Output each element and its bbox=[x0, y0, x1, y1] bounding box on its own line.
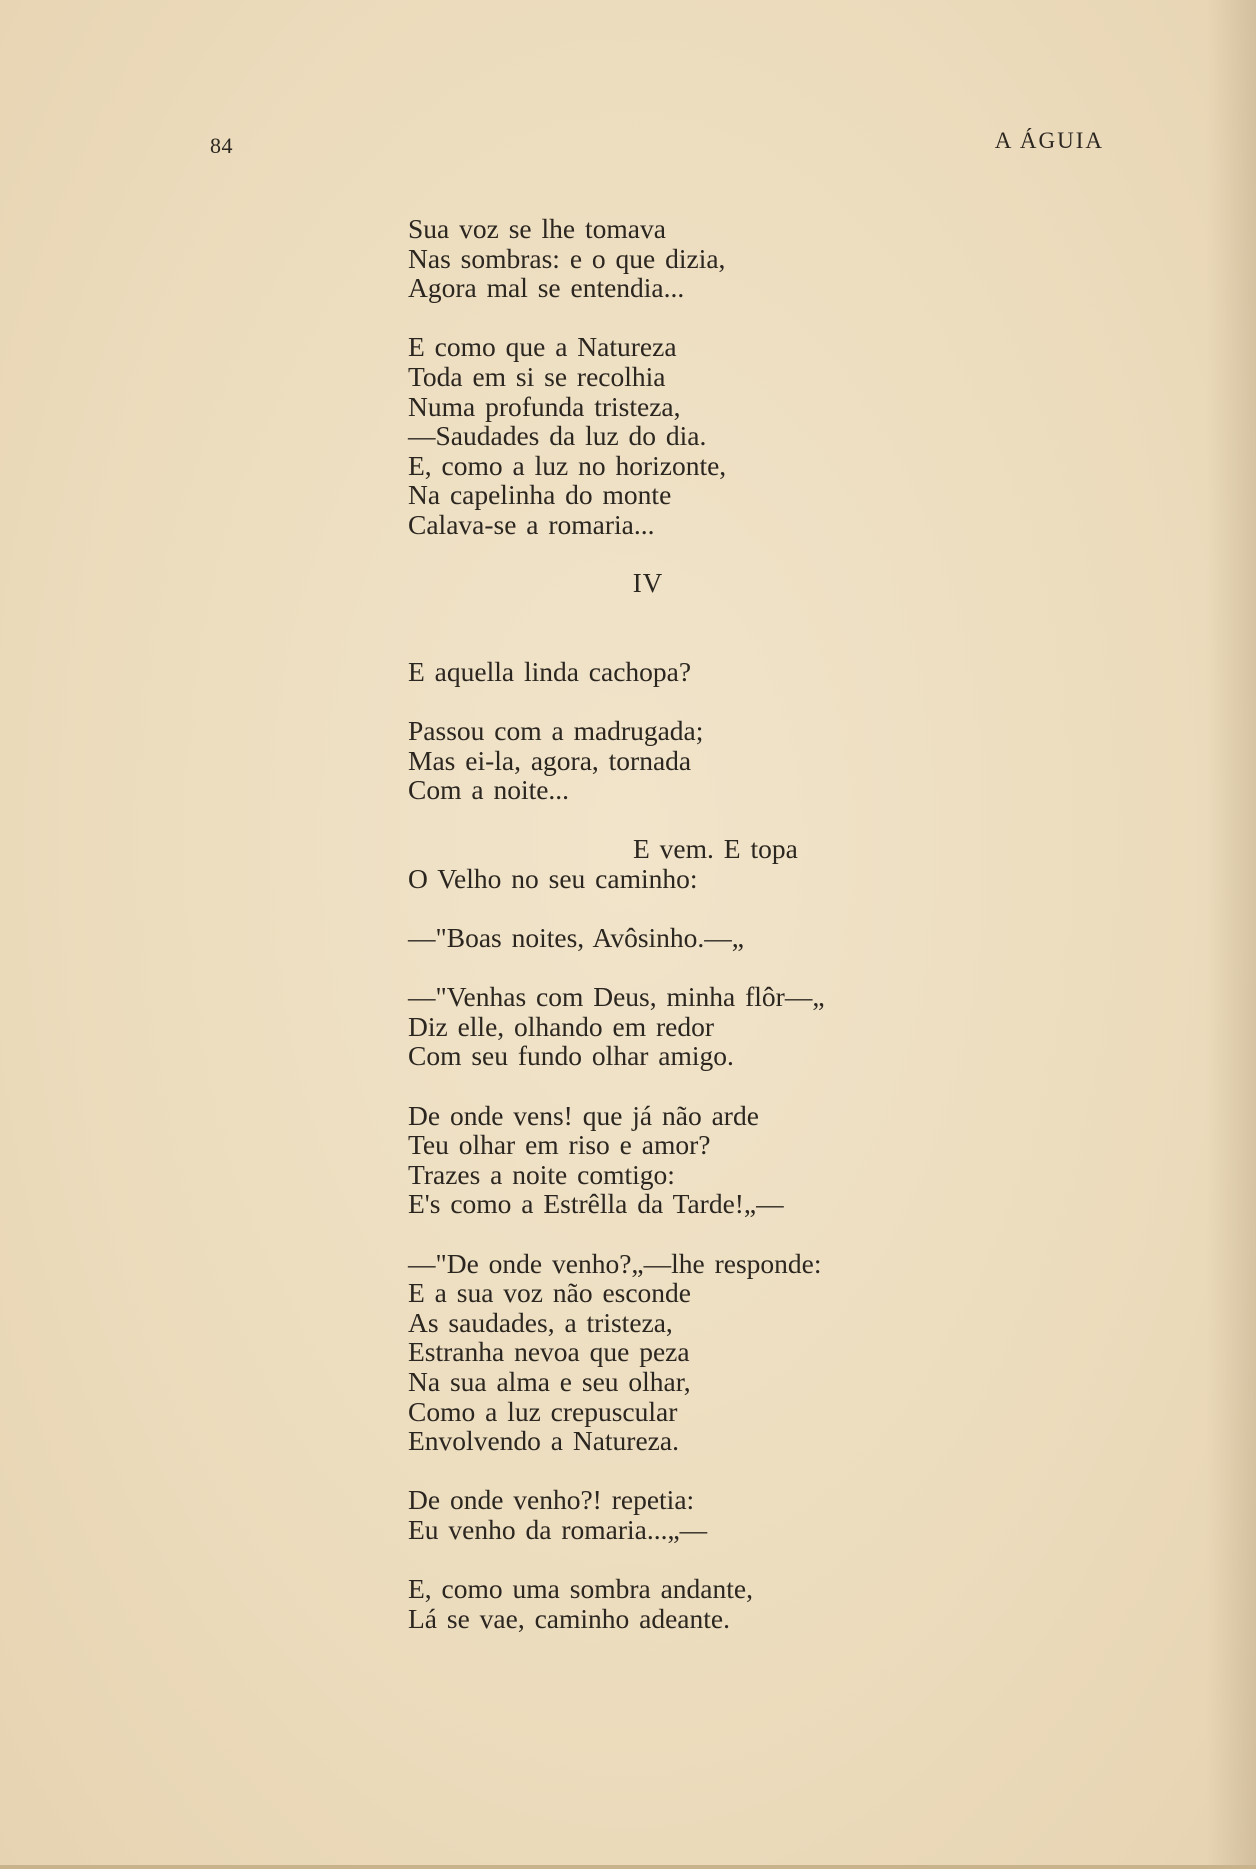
verse-line: E's como a Estrêlla da Tarde!„— bbox=[408, 1188, 784, 1220]
verse-line: Passou com a madrugada; bbox=[408, 714, 704, 746]
verse-line: De onde venho?! repetia: bbox=[408, 1484, 695, 1516]
stanza bbox=[408, 1485, 968, 1544]
verse-line: Nas sombras: e o que dizia, bbox=[408, 242, 726, 274]
running-title: A ÁGUIA bbox=[994, 128, 1104, 153]
verse-line: E a sua voz não esconde bbox=[408, 1277, 692, 1309]
verse-line: E vem. E topa bbox=[633, 833, 798, 865]
verse-line: Trazes a noite comtigo: bbox=[408, 1158, 675, 1190]
verse-line: E, como a luz no horizonte, bbox=[408, 449, 727, 481]
page-edge-shadow bbox=[1206, 0, 1256, 1869]
page-bottom-edge bbox=[0, 1865, 1256, 1869]
verse-line: Numa profunda tristeza, bbox=[408, 390, 681, 422]
stanza bbox=[408, 834, 968, 893]
verse-line: Sua voz se lhe tomava bbox=[408, 213, 666, 244]
verse-line: Teu olhar em riso e amor? bbox=[408, 1129, 711, 1161]
verse-line: E, como uma sombra andante, bbox=[408, 1573, 753, 1605]
verse-line: —Saudades da luz do dia. bbox=[408, 420, 707, 452]
stanza bbox=[408, 1249, 968, 1456]
verse-line: De onde vens! que já não arde bbox=[408, 1099, 759, 1131]
stanza bbox=[408, 214, 968, 303]
stanza bbox=[408, 716, 968, 805]
verse-line: —"Venhas com Deus, minha flôr—„ bbox=[408, 981, 825, 1013]
verse-line: Envolvendo a Natureza. bbox=[408, 1425, 679, 1457]
page-number: 84 bbox=[210, 133, 233, 158]
stanza bbox=[408, 657, 968, 687]
verse-line: O Velho no seu caminho: bbox=[408, 862, 698, 894]
verse-line: Lá se vae, caminho adeante. bbox=[408, 1602, 730, 1634]
verse-line: Toda em si se recolhia bbox=[408, 360, 666, 392]
section-numeral: IV bbox=[632, 568, 664, 599]
verse-line: Mas ei-la, agora, tornada bbox=[408, 744, 692, 776]
verse-line: As saudades, a tristeza, bbox=[408, 1306, 673, 1338]
verse-line: Como a luz crepuscular bbox=[408, 1395, 678, 1427]
verse-line: —"Boas noites, Avôsinho.—„ bbox=[408, 922, 745, 954]
stanza bbox=[408, 1101, 968, 1219]
verse-line: Na capelinha do monte bbox=[408, 479, 672, 511]
verse-line: E aquella linda cachopa? bbox=[408, 655, 692, 687]
stanza bbox=[408, 923, 968, 953]
stanza bbox=[408, 982, 968, 1071]
verse-line: Na sua alma e seu olhar, bbox=[408, 1365, 691, 1397]
verse-line: Eu venho da romaria...„— bbox=[408, 1513, 708, 1545]
verse-line: Com a noite... bbox=[408, 774, 570, 806]
verse-line: E como que a Natureza bbox=[408, 331, 677, 363]
verse-line: Agora mal se entendia... bbox=[408, 272, 685, 304]
verse-line: Com seu fundo olhar amigo. bbox=[408, 1040, 734, 1072]
verse-line: Calava-se a romaria... bbox=[408, 508, 655, 540]
poem-body bbox=[408, 214, 968, 1663]
stanza bbox=[408, 1574, 968, 1633]
verse-line: Estranha nevoa que peza bbox=[408, 1336, 690, 1368]
verse-line: Diz elle, olhando em redor bbox=[408, 1010, 714, 1042]
stanza bbox=[408, 332, 968, 539]
verse-line: —"De onde venho?„—lhe responde: bbox=[408, 1247, 822, 1279]
